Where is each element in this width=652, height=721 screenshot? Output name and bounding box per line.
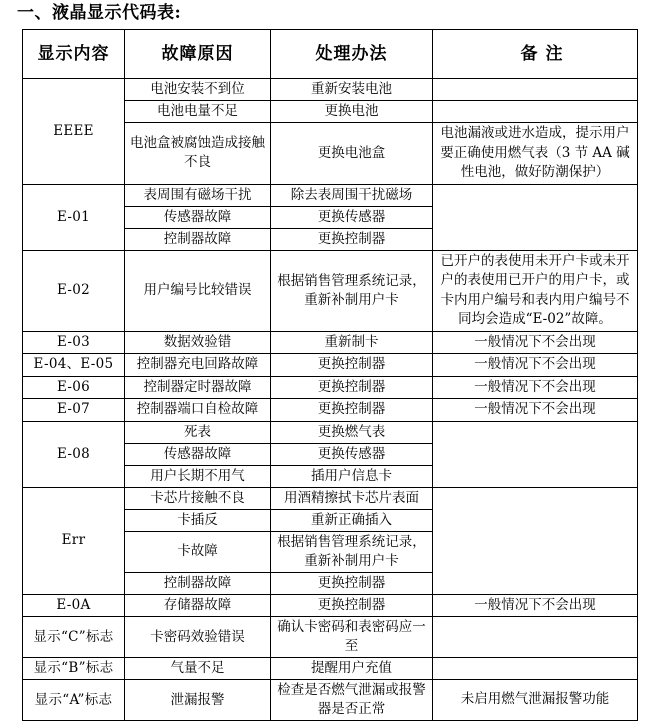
display-code-cell: E-08 xyxy=(23,421,125,487)
table-row xyxy=(23,399,638,422)
fault-cause-cell: 表周围有磁场干扰 xyxy=(125,184,271,206)
display-code-cell: E-07 xyxy=(23,399,125,422)
display-code-cell: 显示“C”标志 xyxy=(23,617,125,658)
solution-cell: 根据销售管理系统记录，重新补制用户卡 xyxy=(271,250,433,331)
table-row xyxy=(23,354,638,377)
fault-cause-cell: 电池电量不足 xyxy=(125,101,271,123)
column-header-fix: 处理办法 xyxy=(271,30,433,79)
fault-cause-cell: 控制器端口自检故障 xyxy=(125,399,271,422)
remark-cell: 电池漏液或进水造成，提示用户要正确使用燃气表（3 节 AA 碱性电池，做好防潮保护） xyxy=(433,123,638,185)
fault-cause-cell: 卡插反 xyxy=(125,509,271,531)
table-row xyxy=(23,250,638,331)
column-header-display: 显示内容 xyxy=(23,30,125,79)
solution-cell: 确认卡密码和表密码应一至 xyxy=(271,617,433,658)
remark-cell xyxy=(433,421,638,487)
column-header-cause: 故障原因 xyxy=(125,30,271,79)
fault-cause-cell: 传感器故障 xyxy=(125,443,271,465)
table-row xyxy=(23,184,638,206)
remark-cell: 未启用燃气泄漏报警功能 xyxy=(433,680,638,721)
remark-cell xyxy=(433,101,638,123)
display-code-cell: EEEE xyxy=(23,79,125,185)
remark-cell: 一般情况下不会出现 xyxy=(433,331,638,354)
solution-cell: 重新正确插入 xyxy=(271,509,433,531)
remark-cell: 一般情况下不会出现 xyxy=(433,399,638,422)
solution-cell: 更换控制器 xyxy=(271,572,433,594)
table-row xyxy=(23,658,638,680)
fault-cause-cell: 死表 xyxy=(125,421,271,443)
display-code-cell: 显示“B”标志 xyxy=(23,658,125,680)
solution-cell: 更换电池盒 xyxy=(271,123,433,185)
column-header-remark: 备 注 xyxy=(433,30,638,79)
table-row xyxy=(23,617,638,658)
fault-cause-cell: 卡密码效验错误 xyxy=(125,617,271,658)
solution-cell: 更换传感器 xyxy=(271,443,433,465)
solution-cell: 更换传感器 xyxy=(271,206,433,228)
fault-cause-cell: 用户编号比较错误 xyxy=(125,250,271,331)
remark-cell xyxy=(433,658,638,680)
solution-cell: 更换控制器 xyxy=(271,376,433,399)
solution-cell: 更换控制器 xyxy=(271,399,433,422)
fault-cause-cell: 气量不足 xyxy=(125,658,271,680)
solution-cell: 更换控制器 xyxy=(271,354,433,377)
display-code-cell: Err xyxy=(23,487,125,594)
display-code-cell: E-03 xyxy=(23,331,125,354)
solution-cell: 重新制卡 xyxy=(271,331,433,354)
solution-cell: 更换控制器 xyxy=(271,594,433,617)
table-row xyxy=(23,376,638,399)
fault-cause-cell: 传感器故障 xyxy=(125,206,271,228)
fault-cause-cell: 存储器故障 xyxy=(125,594,271,617)
solution-cell: 更换控制器 xyxy=(271,228,433,250)
remark-cell: 一般情况下不会出现 xyxy=(433,376,638,399)
remark-cell: 一般情况下不会出现 xyxy=(433,594,638,617)
display-code-cell: E-04、E-05 xyxy=(23,354,125,377)
solution-cell: 重新安装电池 xyxy=(271,79,433,101)
fault-cause-cell: 卡故障 xyxy=(125,531,271,572)
lcd-code-table xyxy=(22,29,638,721)
fault-cause-cell: 电池安装不到位 xyxy=(125,79,271,101)
fault-cause-cell: 控制器故障 xyxy=(125,572,271,594)
display-code-cell: E-02 xyxy=(23,250,125,331)
display-code-cell: 显示“A”标志 xyxy=(23,680,125,721)
table-header xyxy=(23,30,638,79)
solution-cell: 用酒精擦拭卡芯片表面 xyxy=(271,487,433,509)
page-title: 一、液晶显示代码表: xyxy=(17,3,182,23)
remark-cell xyxy=(433,79,638,101)
table-body xyxy=(23,79,638,721)
fault-cause-cell: 电池盒被腐蚀造成接触不良 xyxy=(125,123,271,185)
display-code-cell: E-01 xyxy=(23,184,125,250)
table-row xyxy=(23,680,638,721)
remark-cell: 已开户的表使用未开户卡或未开户的表使用已开户的用户卡，或卡内用户编号和表内用户编号不同均会造成“E-02”故障。 xyxy=(433,250,638,331)
fault-cause-cell: 控制器定时器故障 xyxy=(125,376,271,399)
table-row xyxy=(23,79,638,101)
code-table-container xyxy=(22,29,637,721)
solution-cell: 除去表周围干扰磁场 xyxy=(271,184,433,206)
display-code-cell: E-0A xyxy=(23,594,125,617)
remark-cell xyxy=(433,487,638,594)
display-code-cell: E-06 xyxy=(23,376,125,399)
solution-cell: 提醒用户充值 xyxy=(271,658,433,680)
remark-cell xyxy=(433,184,638,250)
solution-cell: 更换燃气表 xyxy=(271,421,433,443)
solution-cell: 根据销售管理系统记录，重新补制用户卡 xyxy=(271,531,433,572)
table-row xyxy=(23,487,638,509)
solution-cell: 检查是否燃气泄漏或报警器是否正常 xyxy=(271,680,433,721)
fault-cause-cell: 数据效验错 xyxy=(125,331,271,354)
table-row xyxy=(23,331,638,354)
fault-cause-cell: 控制器充电回路故障 xyxy=(125,354,271,377)
table-row xyxy=(23,421,638,443)
fault-cause-cell: 泄漏报警 xyxy=(125,680,271,721)
fault-cause-cell: 用户长期不用气 xyxy=(125,465,271,487)
solution-cell: 更换电池 xyxy=(271,101,433,123)
fault-cause-cell: 卡芯片接触不良 xyxy=(125,487,271,509)
solution-cell: 插用户信息卡 xyxy=(271,465,433,487)
table-row xyxy=(23,594,638,617)
fault-cause-cell: 控制器故障 xyxy=(125,228,271,250)
table-header-row xyxy=(23,30,638,79)
remark-cell xyxy=(433,617,638,658)
remark-cell: 一般情况下不会出现 xyxy=(433,354,638,377)
